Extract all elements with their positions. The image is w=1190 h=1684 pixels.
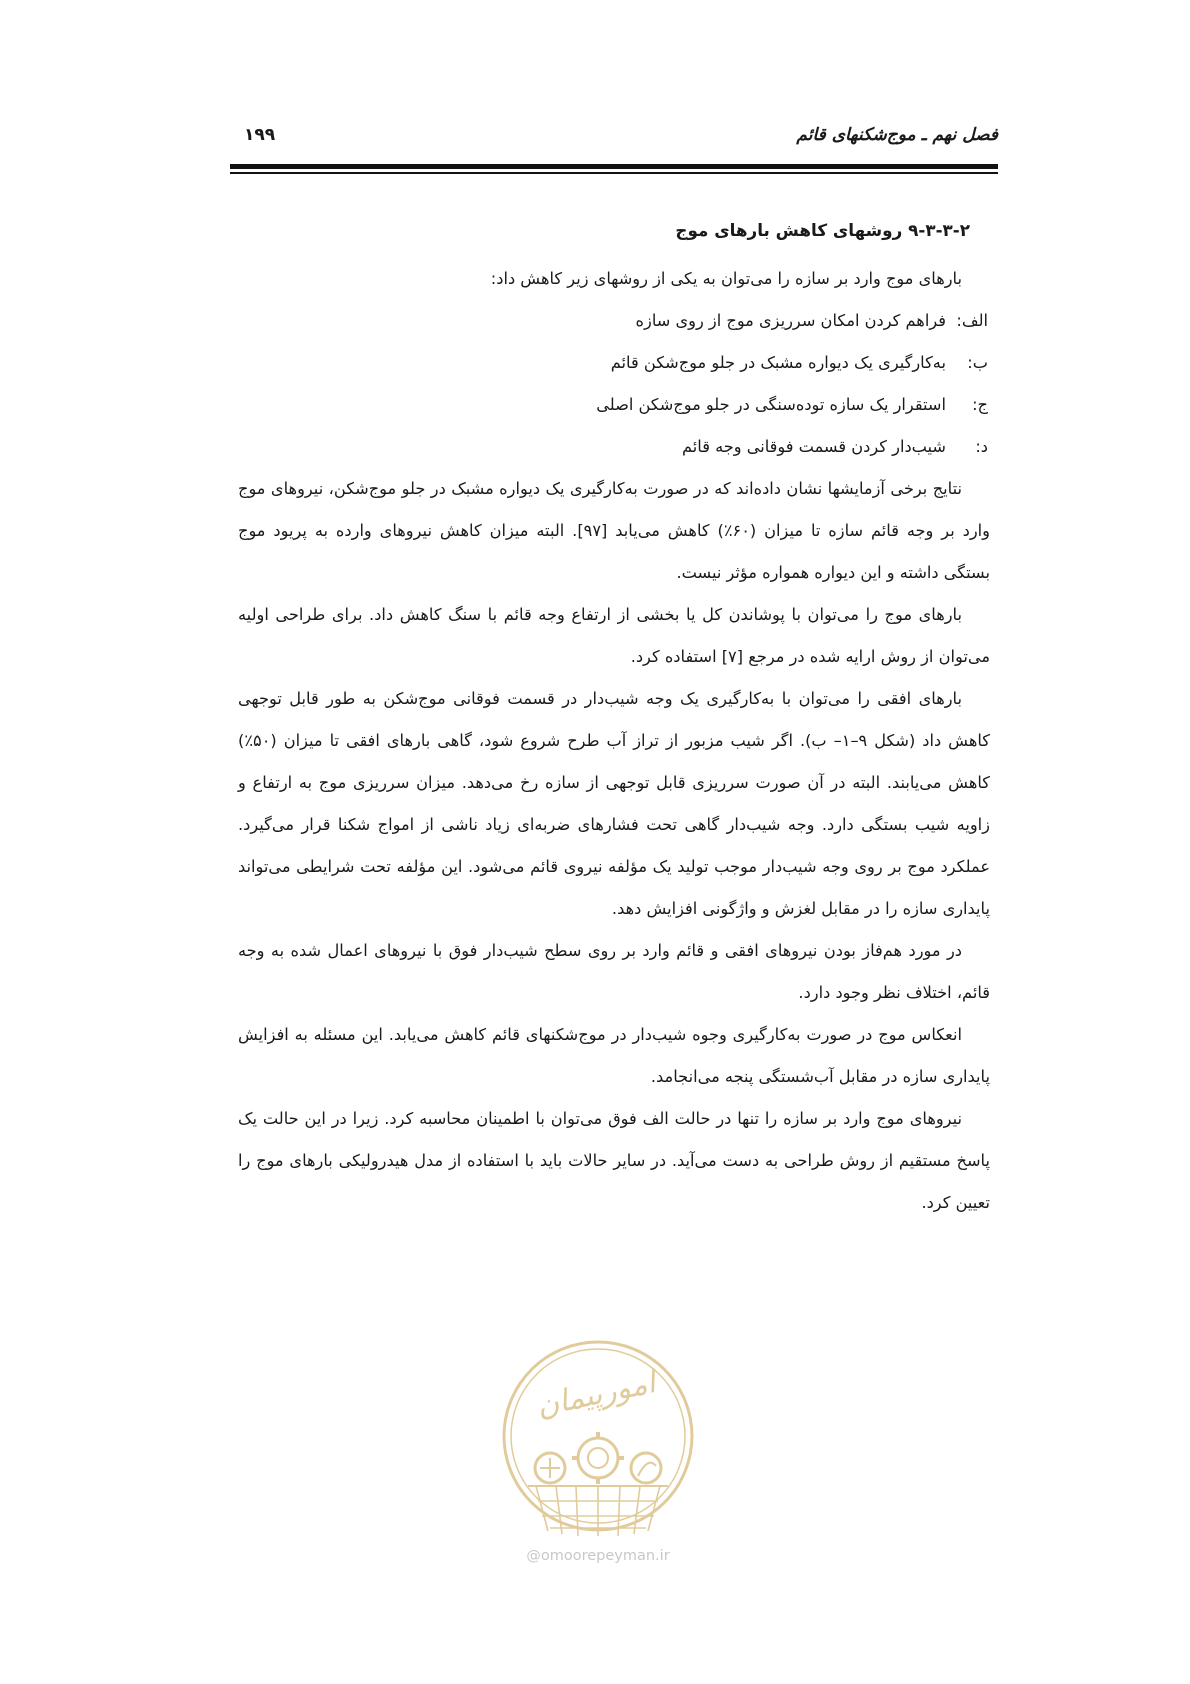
header-rule-thin: [230, 172, 998, 174]
list-marker: ج:: [972, 395, 988, 414]
watermark-logo-text: امورپیمان: [533, 1365, 659, 1425]
list-marker: الف:: [956, 311, 988, 330]
page-number: ۱۹۹: [244, 125, 276, 145]
watermark: [498, 1336, 698, 1566]
intro-paragraph: بارهای موج وارد بر سازه را می‌توان به یکی از روشهای زیر کاهش داد:: [490, 269, 962, 288]
page-content: [238, 212, 990, 1224]
list-item-text: شیب‌دار کردن قسمت فوقانی وجه قائم: [682, 437, 946, 456]
body-paragraph: نتایج برخی آزمایشها نشان داده‌اند که در صورت به‌کارگیری یک دیواره مشبک در جلو موج‌شکن، نیروهای موج وارد بر وجه قائم سازه تا میزان (۶۰٪) کاهش می‌یابد [۹۷]. البته میزان کاهش نیروهای وارده به پریود موج بستگی داشته و این دیواره همواره مؤثر نیست.: [238, 479, 990, 582]
list-item-text: به‌کارگیری یک دیواره مشبک در جلو موج‌شکن قائم: [610, 353, 946, 372]
header-rule-thick: [230, 164, 998, 169]
list-item-text: استقرار یک سازه توده‌سنگی در جلو موج‌شکن اصلی: [596, 395, 946, 414]
list-item-text: فراهم کردن امکان سرریزی موج از روی سازه: [635, 311, 946, 330]
list-marker: د:: [975, 437, 988, 456]
body-paragraph: بارهای موج را می‌توان با پوشاندن کل یا بخشی از ارتفاع وجه قائم با سنگ کاهش داد. برای طراحی اولیه می‌توان از روش ارایه شده در مرجع [۷] استفاده کرد.: [238, 605, 990, 666]
body-paragraph: انعکاس موج در صورت به‌کارگیری وجوه شیب‌دار در موج‌شکنهای قائم کاهش می‌یابد. این مسئله به افزایش پایداری سازه در مقابل آب‌شستگی پنجه می‌انجامد.: [238, 1025, 990, 1086]
watermark-logo: [498, 1336, 698, 1541]
body-paragraph: بارهای افقی را می‌توان با به‌کارگیری یک وجه شیب‌دار در قسمت فوقانی موج‌شکن به طور قابل توجهی کاهش داد (شکل ۹–۱– ب). اگر شیب مزبور از تراز آب طرح شروع شود، گاهی بارهای افقی تا میزان (۵۰٪) کاهش می‌یابند. البته در آن صورت سرریزی قابل توجهی از سازه رخ می‌دهد. میزان سرریزی موج به ارتفاع و زاویه شیب بستگی دارد. وجه شیب‌دار گاهی تحت فشارهای ضربه‌ای زیاد ناشی از امواج شکنا قرار می‌گیرد. عملکرد موج بر روی وجه شیب‌دار موجب تولید یک مؤلفه نیروی قائم می‌شود. این مؤلفه تحت شرایطی می‌تواند پایداری سازه را در مقابل لغزش و واژگونی افزایش دهد.: [238, 689, 990, 918]
chapter-title: فصل نهم ـ موج‌شکنهای قائم: [796, 125, 998, 145]
methods-list: [238, 300, 990, 468]
body-paragraph: در مورد هم‌فاز بودن نیروهای افقی و قائم وارد بر روی سطح شیب‌دار فوق با نیروهای اعمال شده به وجه قائم، اختلاف نظر وجود دارد.: [238, 941, 990, 1002]
section-heading: ۹-۳-۳-۲ روشهای کاهش بارهای موج: [675, 220, 970, 240]
list-item: [238, 384, 990, 426]
page-header: [230, 125, 998, 155]
list-marker: ب:: [967, 353, 988, 372]
list-item: [238, 342, 990, 384]
watermark-url: @omoorepeyman.ir: [526, 1548, 670, 1564]
list-item: [238, 300, 990, 342]
list-item: [238, 426, 990, 468]
body-paragraph: نیروهای موج وارد بر سازه را تنها در حالت الف فوق می‌توان با اطمینان محاسبه کرد. زیرا در این حالت یک پاسخ مستقیم از روش طراحی به دست می‌آید. در سایر حالات باید با استفاده از مدل هیدرولیکی بارهای موج را تعیین کرد.: [238, 1109, 990, 1212]
